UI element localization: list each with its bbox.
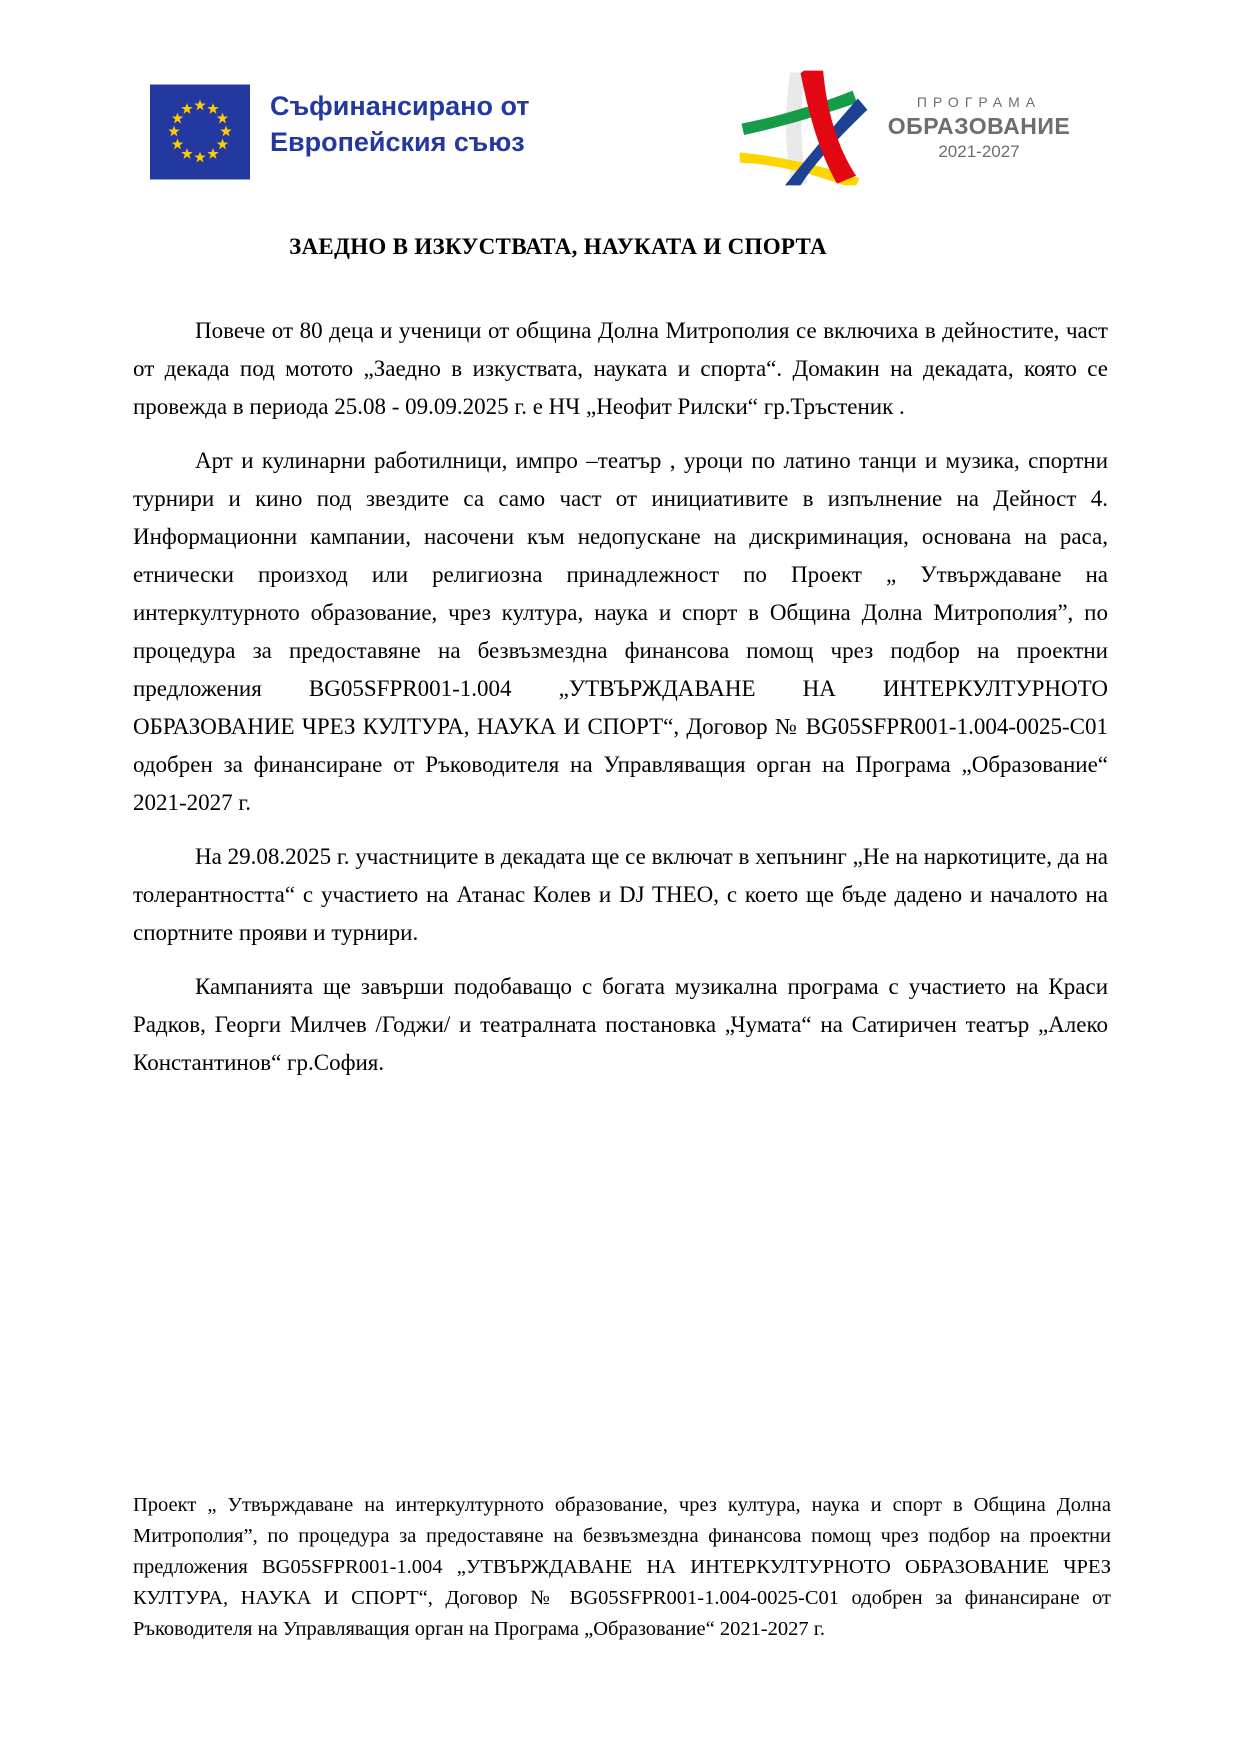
eu-cofunded-line2: Европейския съюз (270, 127, 525, 157)
program-label: ПРОГРАМА (916, 94, 1042, 110)
paragraph-1: Повече от 80 деца и ученици от община Долна Митрополия се включиха в дейностите, част от декада под мотото „Заедно в изкуствата, науката и спорта“. Домакин на декадата, която се провежда в периода 25.08 - 09.09.2025 г. е НЧ „Неофит Рилски“ гр.Тръстеник . (133, 318, 1108, 419)
program-years: 2021-2027 (938, 142, 1020, 161)
page-header (0, 0, 1241, 196)
program-text-block (884, 94, 1074, 162)
program-education-logo (738, 62, 1074, 194)
project-footer-note: Проект „ Утвърждаване на интеркултурното образование, чрез култура, наука и спорт в Община Долна Митрополия”, по процедура за предоставяне на безвъзмездна финансова помощ чрез подбор на проектни предложения BG05SFPR001-1.004 „УТВЪРЖДАВАНЕ НА ИНТЕРКУЛТУРНОТО ОБРАЗОВАНИЕ ЧРЕЗ КУЛТУРА, НАУКА И СПОРТ“, Договор № BG05SFPR001-1.004-0025-C01 одобрен за финансиране от Ръководителя на Управляващия орган на Програма „Образование“ 2021-2027 г. (133, 1494, 1111, 1640)
eu-cofunded-logo (150, 84, 530, 180)
document-body (133, 312, 1108, 1082)
eu-cofunded-text (270, 88, 530, 180)
eu-flag-icon (150, 84, 250, 180)
document-title: ЗАЕДНО В ИЗКУСТВАТА, НАУКАТА И СПОРТА (289, 234, 827, 259)
paragraph-3: На 29.08.2025 г. участниците в декадата ще се включат в хепънинг „Не на наркотиците, да на толерантността“ с участието на Атанас Колев и DJ THEO, с което ще бъде дадено и началото на спортните прояви и турнири. (133, 844, 1108, 945)
paragraph-4: Кампанията ще завърши подобаващо с богата музикална програма с участието на Краси Радков, Георги Милчев /Годжи/ и театралната постановка „Чумата“ на Сатиричен театър „Алеко Константинов“ гр.София. (133, 974, 1108, 1075)
eu-cofunded-line1: Съфинансирано от (270, 91, 530, 121)
program-ribbons-icon (738, 62, 870, 194)
paragraph-2: Арт и кулинарни работилници, импро –театър , уроци по латино танци и музика, спортни турнири и кино под звездите са само част от инициативите в изпълнение на Дейност 4. Информационни кампании, насочени към недопускане на дискриминация, основана на раса, етнически произход или религиозна принадлежност по Проект „ Утвърждаване на интеркултурното образование, чрез култура, наука и спорт в Община Долна Митрополия”, по процедура за предоставяне на безвъзмездна финансова помощ чрез подбор на проектни предложения BG05SFPR001-1.004 „УТВЪРЖДАВАНЕ НА ИНТЕРКУЛТУРНОТО ОБРАЗОВАНИЕ ЧРЕЗ КУЛТУРА, НАУКА И СПОРТ“, Договор № BG05SFPR001-1.004-0025-C01 одобрен за финансиране от Ръководителя на Управляващия орган на Програма „Образование“ 2021-2027 г. (133, 448, 1108, 815)
program-name: ОБРАЗОВАНИЕ (887, 113, 1071, 139)
